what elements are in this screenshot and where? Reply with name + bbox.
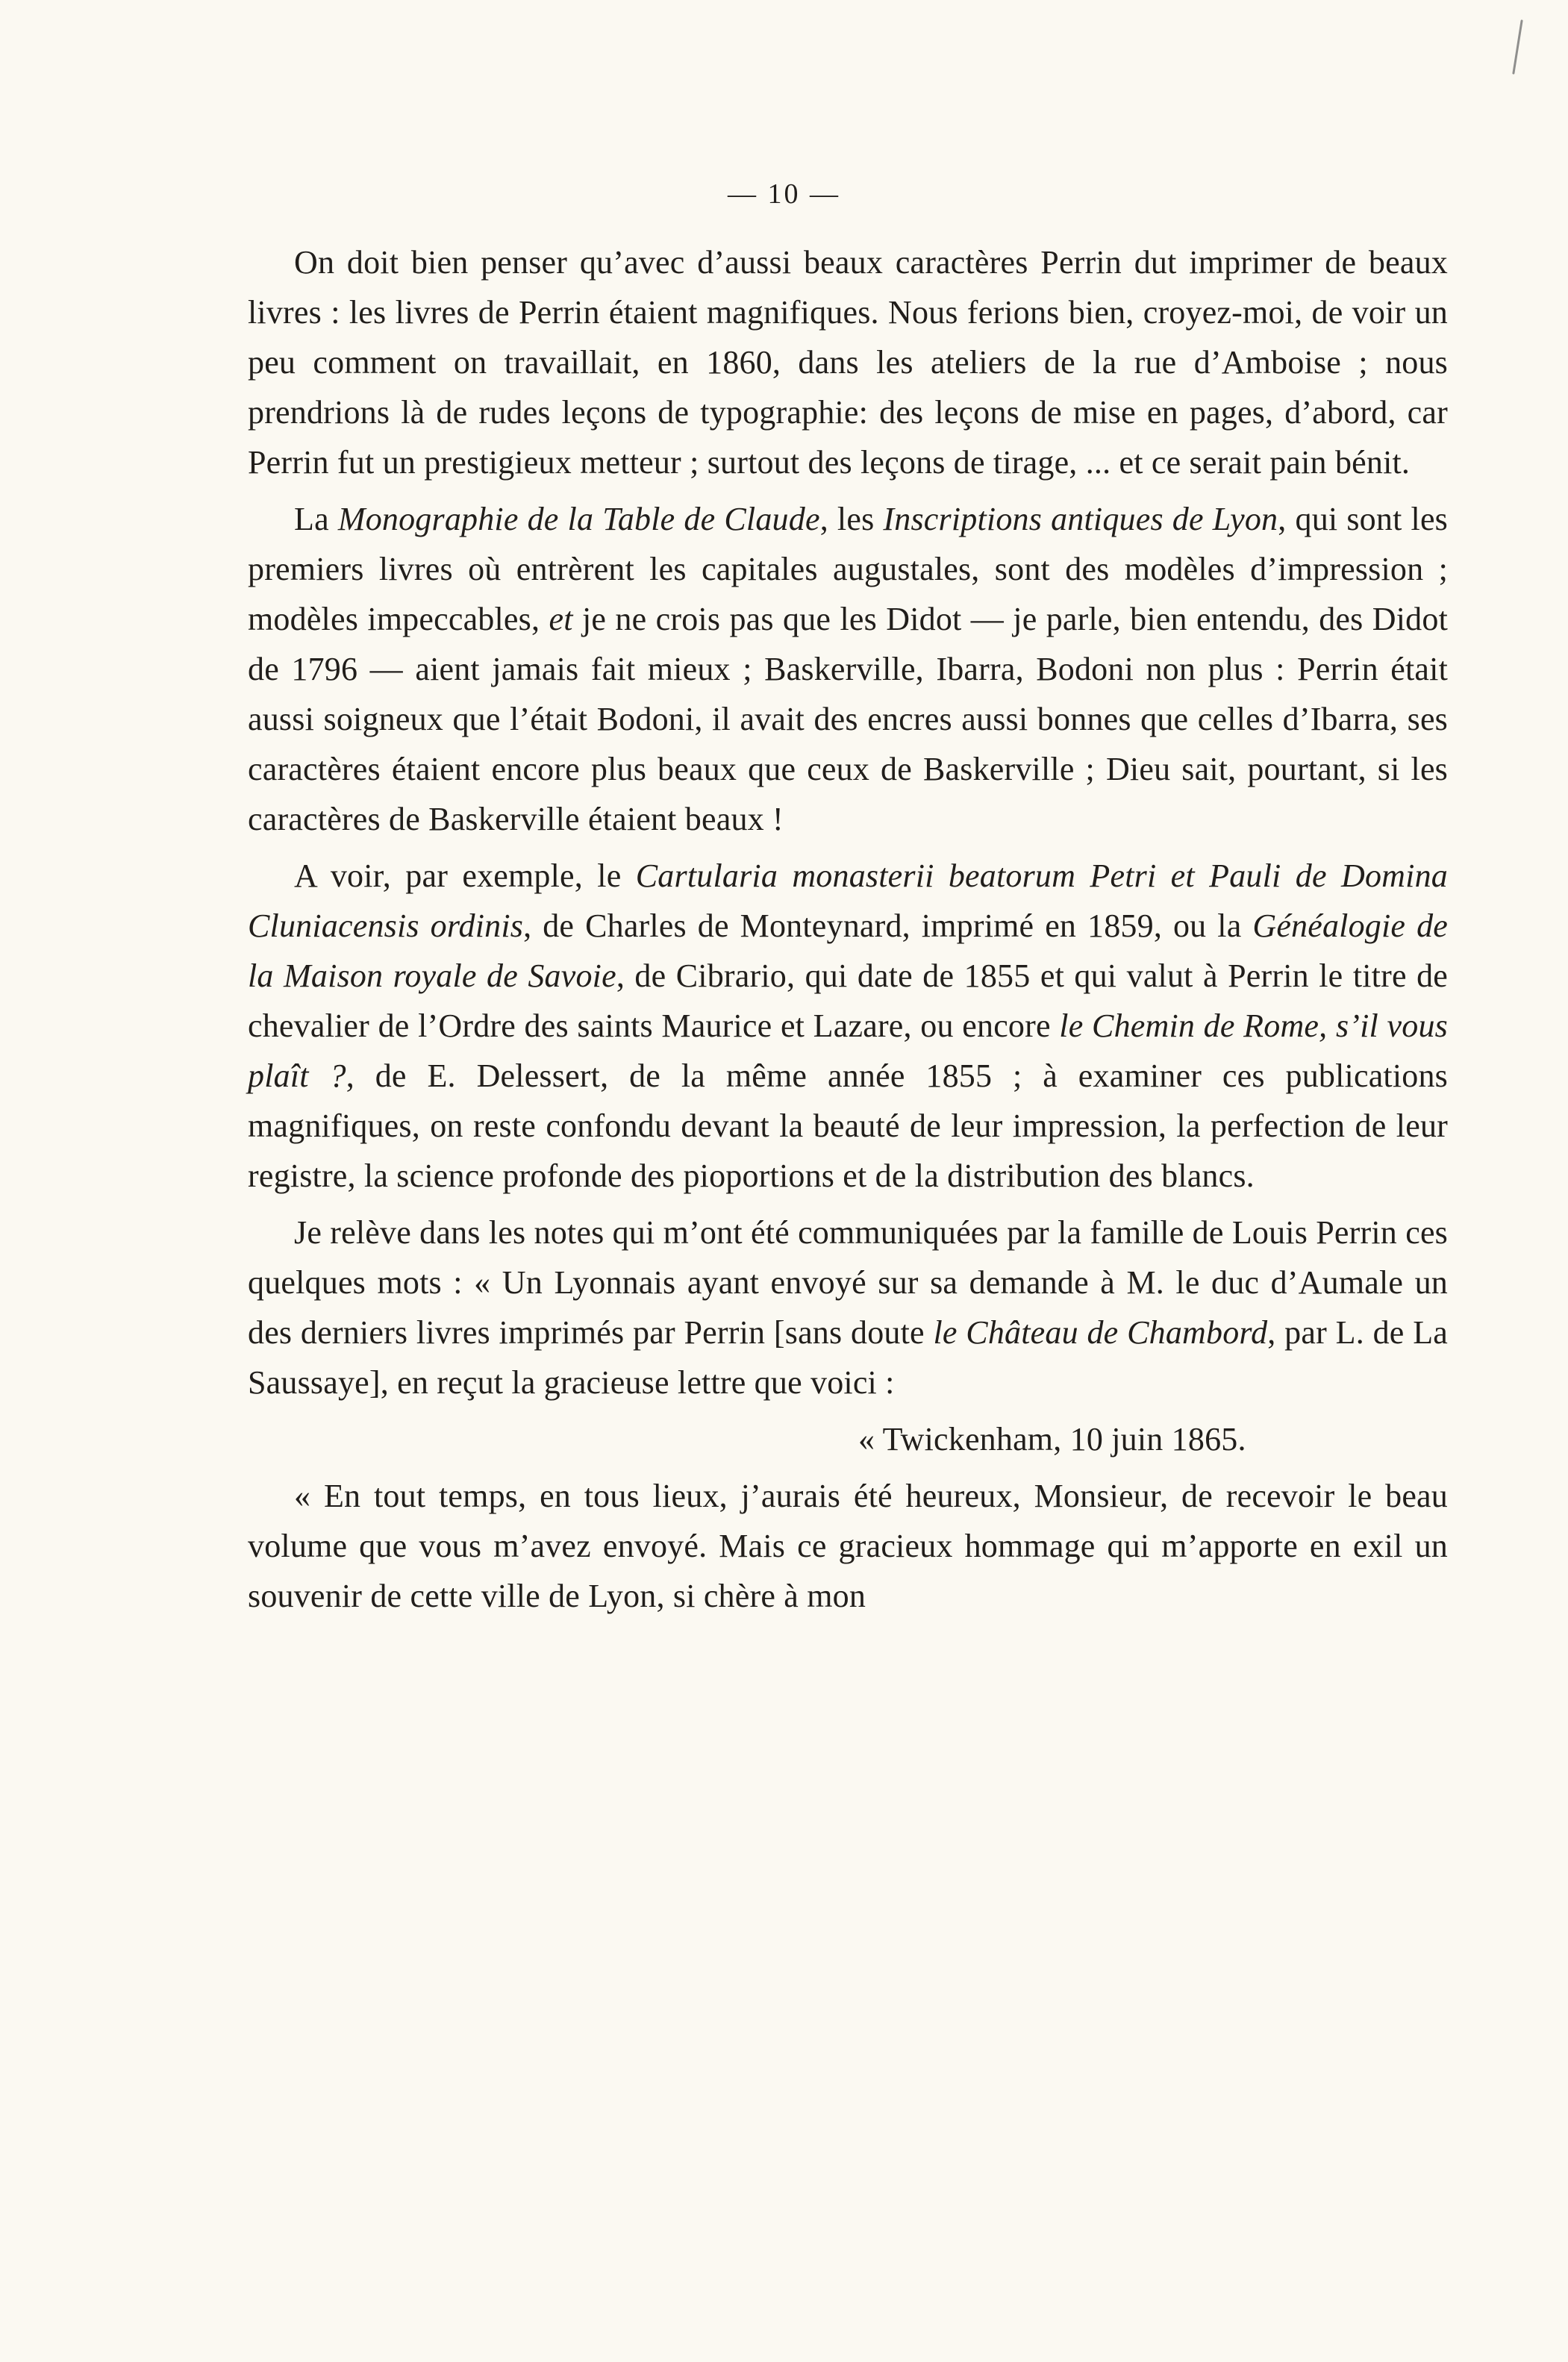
text-segment: , de Cibrario, qui date de 1855 et qui valut à Perrin le titre de chevalier de l’Ordre des saints Maurice et Lazare, ou encore [248, 957, 1448, 1044]
paragraph [248, 494, 1448, 844]
paragraph [248, 1471, 1448, 1621]
italic-text-segment: Monographie de la Table de Claude [337, 501, 820, 537]
page-number: — 10 — [728, 178, 840, 210]
paragraph [248, 851, 1448, 1201]
text-segment: On doit bien penser qu’avec d’aussi beaux caractères Perrin dut imprimer de beaux livres : les livres de Perrin étaient magnifiques. Nous ferions bien, croyez-moi, de voir un peu comment on travaillait, en 1860, dans les ateliers de la rue d’Amboise ; nous prendrions là de rudes leçons de typographie: des leçons de mise en pages, d’abord, car Perrin fut un prestigieux metteur ; surtout des leçons de tirage, ... et ce serait pain bénit. [248, 244, 1448, 481]
text-segment: , de Charles de Monteynard, imprimé en 1859, ou la [523, 907, 1253, 944]
text-block [248, 237, 1448, 1628]
italic-text-segment: le Château de Chambord [933, 1314, 1268, 1351]
text-segment: , par L. de La Saussaye], en reçut la gracieuse lettre que voici : [248, 1314, 1449, 1401]
italic-text-segment: Cartularia monasterii beatorum Petri et Pauli de Domina Cluniacensis ordinis [248, 857, 1448, 944]
text-segment: , les [819, 501, 884, 537]
paragraph [248, 237, 1448, 487]
text-segment: , de E. Delessert, de la même année 1855 ; à examiner ces publications magnifiques, on reste confondu devant la beauté de leur impression, la perfection de leur registre, la science profonde des pioportions et de la distribution des blancs. [248, 1057, 1449, 1194]
italic-text-segment: le Chemin de Rome, s’il vous plaît ? [248, 1007, 1448, 1094]
text-segment: A voir, par exemple, le [294, 857, 636, 894]
scan-artifact-mark [1512, 19, 1523, 75]
italic-text-segment: Inscriptions antiques de Lyon [883, 501, 1278, 537]
text-segment: « En tout temps, en tous lieux, j’aurais été heureux, Monsieur, de recevoir le beau volume que vous m’avez envoyé. Mais ce gracieux hommage qui m’apporte en exil un souvenir de cette ville de Lyon, si chère à mon [248, 1478, 1448, 1614]
text-segment: La [294, 501, 338, 537]
letter-dateline [248, 1414, 1448, 1464]
paragraph [248, 1207, 1448, 1407]
text-segment: , qui sont les premiers livres où entrèrent les capitales augustales, sont des modèles d’impression ; modèles impeccables, [248, 501, 1448, 637]
text-segment: Je relève dans les notes qui m’ont été communiquées par la famille de Louis Perrin ces quelques mots : « Un Lyonnais ayant envoyé sur sa demande à M. le duc d’Aumale un des derniers livres imprimés par Perrin [sans doute [248, 1214, 1448, 1351]
italic-text-segment: et [549, 601, 573, 637]
text-segment: je ne crois pas que les Didot — je parle, bien entendu, des Didot de 1796 — aient jamais fait mieux ; Baskerville, Ibarra, Bodoni non plus : Perrin était aussi soigneux que l’était Bodoni, il avait des encres aussi bonnes que celles d’Ibarra, ses caractères étaient encore plus beaux que ceux de Baskerville ; Dieu sait, pourtant, si les caractères de Baskerville étaient beaux ! [248, 601, 1448, 837]
text-segment: « Twickenham, 10 juin 1865. [858, 1421, 1246, 1457]
italic-text-segment: Généalogie de la Maison royale de Savoie [248, 907, 1448, 994]
